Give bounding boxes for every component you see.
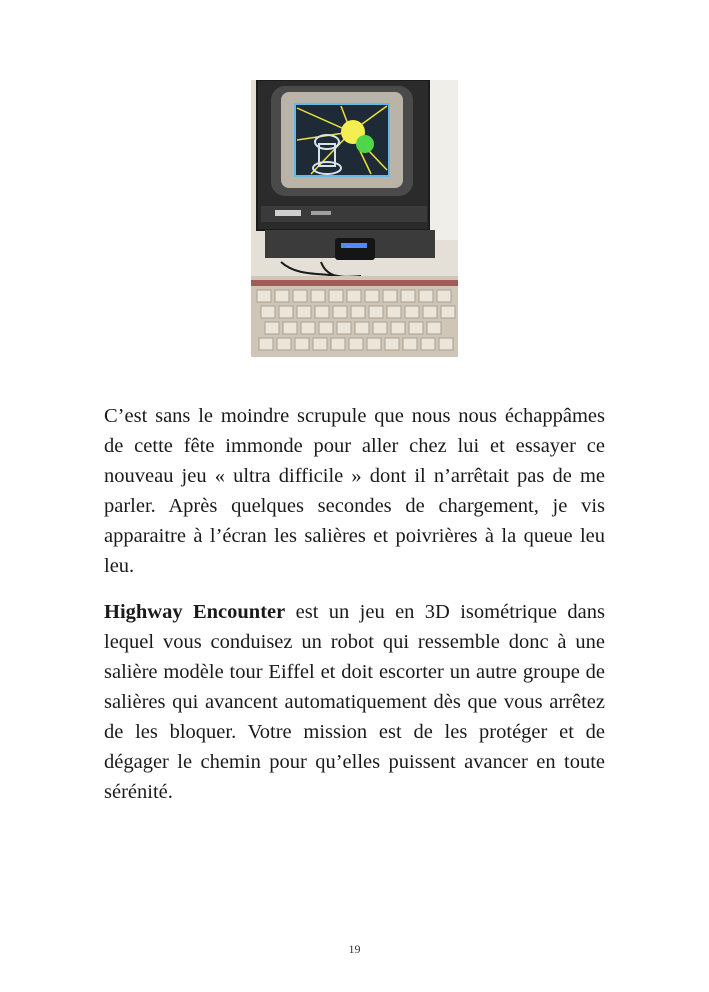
svg-text:...: ... <box>347 243 351 248</box>
body-text <box>104 401 605 807</box>
retro-computer-photo <box>251 80 458 357</box>
page-number: 19 <box>348 942 361 956</box>
game-title: Highway Encounter <box>104 601 286 623</box>
paragraph-1: C’est sans le moindre scrupule que nous nous échappâmes de cette fête immonde pour aller chez lui et essayer ce nouveau jeu « ultra difficile » dont il n’arrêtait pas de me parler. Après quelques secondes de chargement, je vis apparaitre à l’écran les salières et poivrières à la queue leu leu. <box>104 405 605 577</box>
retro-computer-photo-icon <box>251 80 458 357</box>
paragraph-2 <box>104 597 605 807</box>
paragraph-2-text: est un jeu en 3D isométrique dans lequel vous conduisez un robot qui ressemble donc à une salière modèle tour Eiffel et doit escorter un autre groupe de salières qui avancent automatiquement dès que vous arrêtez de les bloquer. Votre mission est de les protéger et de dégager le chemin pour qu’elles puissent avancer en toute sérénité. <box>104 601 605 803</box>
